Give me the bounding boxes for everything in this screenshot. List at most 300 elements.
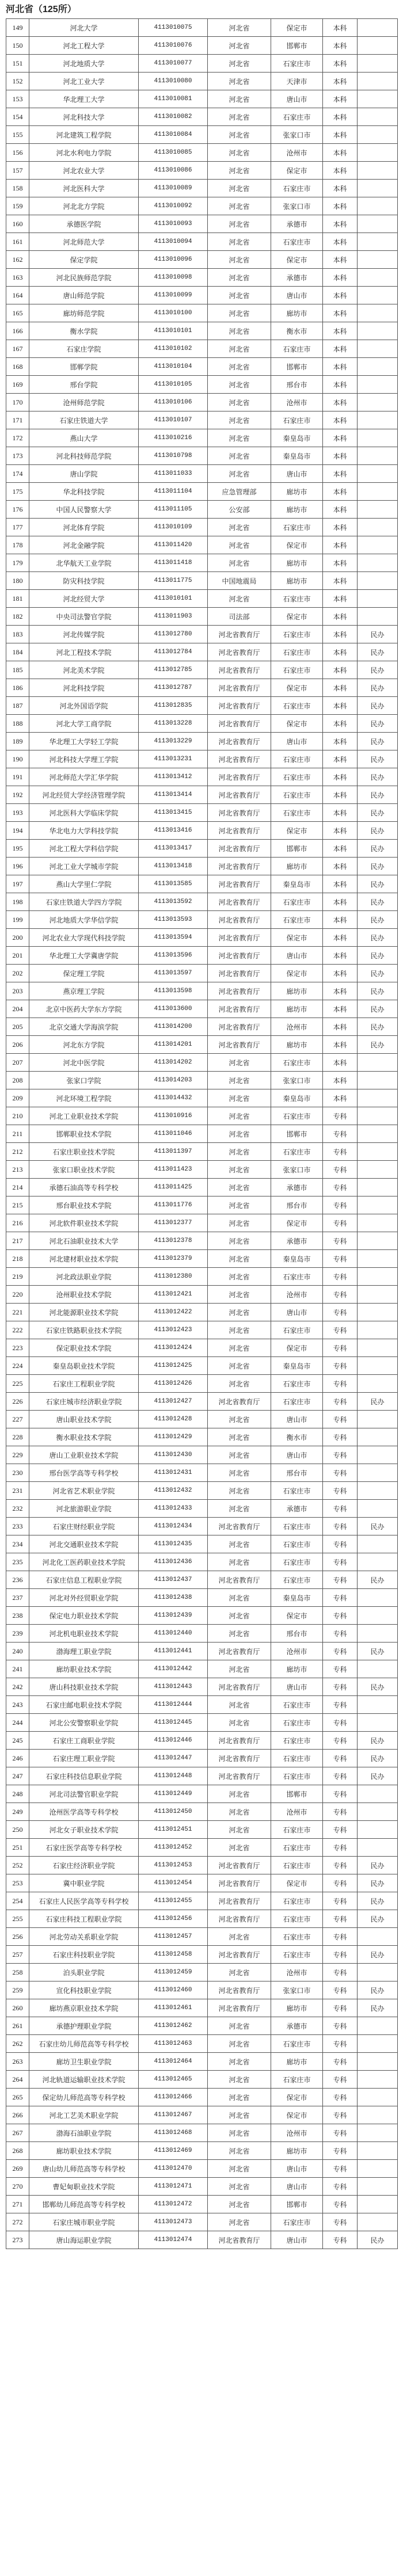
school-note	[358, 180, 398, 197]
school-authority: 河北省	[208, 2053, 271, 2071]
school-note	[358, 73, 398, 90]
school-note	[358, 501, 398, 519]
table-row	[6, 804, 398, 822]
school-name: 唐山科技职业技术学院	[29, 1678, 139, 1696]
row-seq: 216	[6, 1214, 29, 1232]
table-row	[6, 1999, 398, 2017]
row-seq: 261	[6, 2017, 29, 2035]
school-authority: 河北省教育厅	[208, 643, 271, 661]
school-level: 专科	[323, 2035, 358, 2053]
school-location: 石家庄市	[271, 519, 323, 536]
school-code: 4113013596	[139, 947, 208, 965]
school-authority: 河北省教育厅	[208, 1910, 271, 1928]
row-seq: 169	[6, 376, 29, 394]
school-code: 4113010094	[139, 233, 208, 251]
row-seq: 181	[6, 590, 29, 608]
row-seq: 264	[6, 2071, 29, 2089]
school-level: 本科	[323, 1000, 358, 1018]
school-code: 4113012472	[139, 2196, 208, 2213]
school-location: 邯郸市	[271, 1125, 323, 1143]
school-authority: 河北省教育厅	[208, 661, 271, 679]
table-row	[6, 144, 398, 162]
school-code: 4113013593	[139, 911, 208, 929]
table-row	[6, 2231, 398, 2249]
school-note	[358, 2196, 398, 2213]
school-name: 中国人民警察大学	[29, 501, 139, 519]
school-name: 河北机电职业技术学院	[29, 1625, 139, 1643]
school-name: 河北工程技术学院	[29, 643, 139, 661]
school-level: 专科	[323, 1910, 358, 1928]
school-location: 石家庄市	[271, 1767, 323, 1785]
school-code: 4113012457	[139, 1928, 208, 1946]
school-level: 专科	[323, 1214, 358, 1232]
school-location: 石家庄市	[271, 2071, 323, 2089]
school-level: 本科	[323, 679, 358, 697]
school-note	[358, 2124, 398, 2142]
table-row	[6, 982, 398, 1000]
school-note: 民办	[358, 893, 398, 911]
school-location: 廊坊市	[271, 1660, 323, 1678]
school-authority: 河北省教育厅	[208, 911, 271, 929]
row-seq: 184	[6, 643, 29, 661]
school-note	[358, 608, 398, 626]
table-row	[6, 1143, 398, 1161]
school-location: 廊坊市	[271, 304, 323, 322]
school-note	[358, 590, 398, 608]
row-seq: 248	[6, 1785, 29, 1803]
table-row	[6, 893, 398, 911]
school-name: 河北经贸大学经济管理学院	[29, 786, 139, 804]
school-level: 本科	[323, 55, 358, 73]
row-seq: 206	[6, 1036, 29, 1054]
school-name: 河北司法警官职业学院	[29, 1785, 139, 1803]
school-level: 本科	[323, 1072, 358, 1089]
school-location: 石家庄市	[271, 1375, 323, 1393]
school-note: 民办	[358, 1999, 398, 2017]
school-location: 保定市	[271, 1874, 323, 1892]
school-note: 民办	[358, 626, 398, 643]
school-authority: 河北省	[208, 465, 271, 483]
school-name: 中央司法警官学院	[29, 608, 139, 626]
school-level: 本科	[323, 608, 358, 626]
school-code: 4113011397	[139, 1143, 208, 1161]
school-note	[358, 411, 398, 429]
school-name: 衡水职业技术学院	[29, 1428, 139, 1446]
school-location: 秦皇岛市	[271, 1089, 323, 1107]
school-authority: 河北省	[208, 1286, 271, 1304]
table-row	[6, 626, 398, 643]
school-note: 民办	[358, 911, 398, 929]
school-level: 本科	[323, 108, 358, 126]
school-level: 本科	[323, 1036, 358, 1054]
school-level: 专科	[323, 2160, 358, 2178]
school-code: 4113011423	[139, 1161, 208, 1179]
school-name: 河北金融学院	[29, 536, 139, 554]
school-name: 河北工程大学	[29, 37, 139, 55]
school-authority: 河北省教育厅	[208, 1750, 271, 1767]
school-name: 华北电力大学科技学院	[29, 822, 139, 840]
school-name: 唐山幼儿师范高等专科学校	[29, 2160, 139, 2178]
row-seq: 221	[6, 1304, 29, 1321]
school-level: 本科	[323, 394, 358, 411]
school-code: 4113013597	[139, 965, 208, 982]
school-note: 民办	[358, 1732, 398, 1750]
school-note	[358, 197, 398, 215]
table-row	[6, 304, 398, 322]
table-row	[6, 1250, 398, 1268]
school-authority: 河北省	[208, 322, 271, 340]
school-name: 河北科技大学	[29, 108, 139, 126]
school-code: 4113013594	[139, 929, 208, 947]
school-code: 4113010102	[139, 340, 208, 358]
table-row	[6, 1125, 398, 1143]
table-row	[6, 215, 398, 233]
school-note: 民办	[358, 715, 398, 733]
school-name: 河北农业大学	[29, 162, 139, 180]
row-seq: 177	[6, 519, 29, 536]
school-code: 4113012435	[139, 1535, 208, 1553]
school-code: 4113010080	[139, 73, 208, 90]
table-row	[6, 1018, 398, 1036]
row-seq: 174	[6, 465, 29, 483]
school-name: 泊头职业学院	[29, 1964, 139, 1981]
school-authority: 河北省教育厅	[208, 750, 271, 768]
school-note: 民办	[358, 643, 398, 661]
school-authority: 河北省	[208, 1321, 271, 1339]
school-level: 专科	[323, 1571, 358, 1589]
table-row	[6, 1411, 398, 1428]
school-location: 张家口市	[271, 1161, 323, 1179]
school-location: 石家庄市	[271, 1535, 323, 1553]
school-name: 石家庄财经职业学院	[29, 1518, 139, 1535]
school-name: 渤海石油职业学院	[29, 2124, 139, 2142]
school-name: 河北农业大学现代科技学院	[29, 929, 139, 947]
school-authority: 河北省	[208, 233, 271, 251]
school-code: 4113012422	[139, 1304, 208, 1321]
table-row	[6, 1928, 398, 1946]
row-seq: 267	[6, 2124, 29, 2142]
school-code: 4113010096	[139, 251, 208, 269]
row-seq: 190	[6, 750, 29, 768]
table-row	[6, 1874, 398, 1892]
school-level: 专科	[323, 1375, 358, 1393]
school-level: 本科	[323, 501, 358, 519]
school-level: 本科	[323, 1089, 358, 1107]
row-seq: 250	[6, 1821, 29, 1839]
school-name: 河北工艺美术职业学院	[29, 2106, 139, 2124]
school-name: 石家庄医学高等专科学校	[29, 1839, 139, 1857]
table-row	[6, 19, 398, 37]
school-authority: 河北省教育厅	[208, 786, 271, 804]
school-note: 民办	[358, 1678, 398, 1696]
school-code: 4113012431	[139, 1464, 208, 1482]
row-seq: 251	[6, 1839, 29, 1857]
row-seq: 200	[6, 929, 29, 947]
school-note: 民办	[358, 786, 398, 804]
school-level: 本科	[323, 447, 358, 465]
table-row	[6, 1357, 398, 1375]
row-seq: 239	[6, 1625, 29, 1643]
row-seq: 164	[6, 287, 29, 304]
school-level: 专科	[323, 2106, 358, 2124]
school-location: 保定市	[271, 822, 323, 840]
table-row	[6, 358, 398, 376]
school-level: 专科	[323, 1625, 358, 1643]
school-note	[358, 1125, 398, 1143]
school-name: 河北医科大学	[29, 180, 139, 197]
table-row	[6, 1821, 398, 1839]
table-row	[6, 447, 398, 465]
table-row	[6, 269, 398, 287]
school-location: 石家庄市	[271, 1750, 323, 1767]
school-note	[358, 1607, 398, 1625]
school-note	[358, 1304, 398, 1321]
school-code: 4113012442	[139, 1660, 208, 1678]
school-location: 承德市	[271, 1179, 323, 1196]
school-note: 民办	[358, 840, 398, 858]
school-authority: 河北省	[208, 1607, 271, 1625]
school-authority: 河北省	[208, 1161, 271, 1179]
school-level: 专科	[323, 1464, 358, 1482]
school-level: 本科	[323, 626, 358, 643]
school-authority: 河北省教育厅	[208, 804, 271, 822]
row-seq: 243	[6, 1696, 29, 1714]
table-row	[6, 2106, 398, 2124]
school-authority: 河北省	[208, 287, 271, 304]
school-name: 石家庄科技信息职业学院	[29, 1767, 139, 1785]
school-note	[358, 1696, 398, 1714]
school-note	[358, 2071, 398, 2089]
table-row	[6, 661, 398, 679]
school-code: 4113012378	[139, 1232, 208, 1250]
school-name: 河北旅游职业学院	[29, 1500, 139, 1518]
table-row	[6, 858, 398, 875]
school-name: 邯郸幼儿师范高等专科学校	[29, 2196, 139, 2213]
school-name: 唐山海运职业学院	[29, 2231, 139, 2249]
school-location: 廊坊市	[271, 501, 323, 519]
row-seq: 272	[6, 2213, 29, 2231]
school-level: 专科	[323, 1928, 358, 1946]
school-location: 廊坊市	[271, 1000, 323, 1018]
school-note	[358, 2017, 398, 2035]
school-location: 廊坊市	[271, 2142, 323, 2160]
school-authority: 河北省教育厅	[208, 768, 271, 786]
school-authority: 河北省	[208, 1250, 271, 1268]
school-authority: 河北省教育厅	[208, 965, 271, 982]
school-level: 专科	[323, 1696, 358, 1714]
school-location: 秦皇岛市	[271, 1357, 323, 1375]
row-seq: 242	[6, 1678, 29, 1696]
school-name: 石家庄人民医学高等专科学校	[29, 1892, 139, 1910]
school-name: 沧州职业技术学院	[29, 1286, 139, 1304]
school-level: 本科	[323, 519, 358, 536]
school-name: 石家庄铁路职业技术学院	[29, 1321, 139, 1339]
row-seq: 260	[6, 1999, 29, 2017]
school-location: 石家庄市	[271, 804, 323, 822]
row-seq: 233	[6, 1518, 29, 1535]
row-seq: 159	[6, 197, 29, 215]
school-code: 4113010089	[139, 180, 208, 197]
table-row	[6, 1607, 398, 1625]
school-location: 石家庄市	[271, 1054, 323, 1072]
school-name: 河北经贸大学	[29, 590, 139, 608]
row-seq: 258	[6, 1964, 29, 1981]
school-location: 秦皇岛市	[271, 447, 323, 465]
table-row	[6, 2017, 398, 2035]
school-level: 本科	[323, 554, 358, 572]
school-authority: 河北省	[208, 90, 271, 108]
school-location: 石家庄市	[271, 1857, 323, 1874]
school-level: 专科	[323, 1321, 358, 1339]
row-seq: 155	[6, 126, 29, 144]
row-seq: 241	[6, 1660, 29, 1678]
row-seq: 201	[6, 947, 29, 965]
school-note	[358, 394, 398, 411]
table-row	[6, 1393, 398, 1411]
school-location: 邯郸市	[271, 1785, 323, 1803]
table-row	[6, 1232, 398, 1250]
school-name: 华北理工大学冀唐学院	[29, 947, 139, 965]
school-level: 本科	[323, 90, 358, 108]
table-row	[6, 1732, 398, 1750]
row-seq: 259	[6, 1981, 29, 1999]
school-authority: 河北省	[208, 1428, 271, 1446]
school-authority: 河北省	[208, 2017, 271, 2035]
table-row	[6, 1304, 398, 1321]
school-code: 4113013231	[139, 750, 208, 768]
table-row	[6, 822, 398, 840]
school-location: 保定市	[271, 2089, 323, 2106]
school-code: 4113012467	[139, 2106, 208, 2124]
school-authority: 河北省	[208, 1714, 271, 1732]
school-location: 唐山市	[271, 2231, 323, 2249]
row-seq: 244	[6, 1714, 29, 1732]
school-note	[358, 1803, 398, 1821]
school-level: 专科	[323, 1411, 358, 1428]
school-authority: 河北省	[208, 2160, 271, 2178]
school-authority: 河北省	[208, 358, 271, 376]
row-seq: 171	[6, 411, 29, 429]
row-seq: 237	[6, 1589, 29, 1607]
school-code: 4113012425	[139, 1357, 208, 1375]
school-level: 本科	[323, 340, 358, 358]
school-name: 河北建筑工程学院	[29, 126, 139, 144]
school-location: 邢台市	[271, 1464, 323, 1482]
school-level: 专科	[323, 1981, 358, 1999]
school-level: 专科	[323, 2178, 358, 2196]
school-location: 廊坊市	[271, 2053, 323, 2071]
school-location: 保定市	[271, 965, 323, 982]
school-location: 廊坊市	[271, 483, 323, 501]
school-location: 石家庄市	[271, 768, 323, 786]
school-location: 石家庄市	[271, 697, 323, 715]
school-location: 邢台市	[271, 1196, 323, 1214]
table-row	[6, 1535, 398, 1553]
school-code: 4113012462	[139, 2017, 208, 2035]
school-code: 4113013416	[139, 822, 208, 840]
table-row	[6, 73, 398, 90]
table-row	[6, 1428, 398, 1446]
row-seq: 257	[6, 1946, 29, 1964]
table-row	[6, 590, 398, 608]
row-seq: 191	[6, 768, 29, 786]
school-location: 保定市	[271, 2106, 323, 2124]
school-level: 专科	[323, 1250, 358, 1268]
table-row	[6, 1696, 398, 1714]
school-location: 石家庄市	[271, 180, 323, 197]
school-code: 4113010916	[139, 1107, 208, 1125]
school-name: 唐山师范学院	[29, 287, 139, 304]
school-note: 民办	[358, 1518, 398, 1535]
row-seq: 154	[6, 108, 29, 126]
row-seq: 253	[6, 1874, 29, 1892]
school-location: 廊坊市	[271, 982, 323, 1000]
school-authority: 河北省教育厅	[208, 1981, 271, 1999]
school-authority: 河北省	[208, 162, 271, 180]
table-row	[6, 2213, 398, 2231]
school-authority: 河北省教育厅	[208, 1643, 271, 1660]
school-note: 民办	[358, 661, 398, 679]
row-seq: 189	[6, 733, 29, 750]
row-seq: 236	[6, 1571, 29, 1589]
school-level: 专科	[323, 1446, 358, 1464]
school-note: 民办	[358, 2231, 398, 2249]
school-level: 本科	[323, 947, 358, 965]
table-row	[6, 786, 398, 804]
school-level: 本科	[323, 411, 358, 429]
school-name: 唐山学院	[29, 465, 139, 483]
row-seq: 178	[6, 536, 29, 554]
row-seq: 210	[6, 1107, 29, 1125]
row-seq: 254	[6, 1892, 29, 1910]
school-level: 本科	[323, 376, 358, 394]
school-level: 本科	[323, 251, 358, 269]
school-location: 保定市	[271, 929, 323, 947]
row-seq: 228	[6, 1428, 29, 1446]
school-authority: 河北省	[208, 1696, 271, 1714]
table-row	[6, 1767, 398, 1785]
row-seq: 269	[6, 2160, 29, 2178]
school-note: 民办	[358, 1857, 398, 1874]
school-authority: 河北省	[208, 519, 271, 536]
school-location: 石家庄市	[271, 590, 323, 608]
school-name: 石家庄幼儿师范高等专科学校	[29, 2035, 139, 2053]
school-level: 专科	[323, 1161, 358, 1179]
school-name: 石家庄工商职业学院	[29, 1732, 139, 1750]
school-code: 4113010077	[139, 55, 208, 73]
school-level: 专科	[323, 1482, 358, 1500]
table-row	[6, 1589, 398, 1607]
school-location: 秦皇岛市	[271, 875, 323, 893]
school-location: 天津市	[271, 73, 323, 90]
school-code: 4113012430	[139, 1446, 208, 1464]
school-authority: 河北省	[208, 1446, 271, 1464]
table-row	[6, 251, 398, 269]
school-note: 民办	[358, 965, 398, 982]
school-authority: 河北省	[208, 2124, 271, 2142]
school-authority: 河北省	[208, 1232, 271, 1250]
school-code: 4113011775	[139, 572, 208, 590]
school-code: 4113014203	[139, 1072, 208, 1089]
table-row	[6, 162, 398, 180]
school-note	[358, 2053, 398, 2071]
table-row	[6, 1678, 398, 1696]
school-code: 4113010798	[139, 447, 208, 465]
school-note	[358, 108, 398, 126]
row-seq: 163	[6, 269, 29, 287]
row-seq: 183	[6, 626, 29, 643]
school-name: 石家庄科技职业学院	[29, 1946, 139, 1964]
